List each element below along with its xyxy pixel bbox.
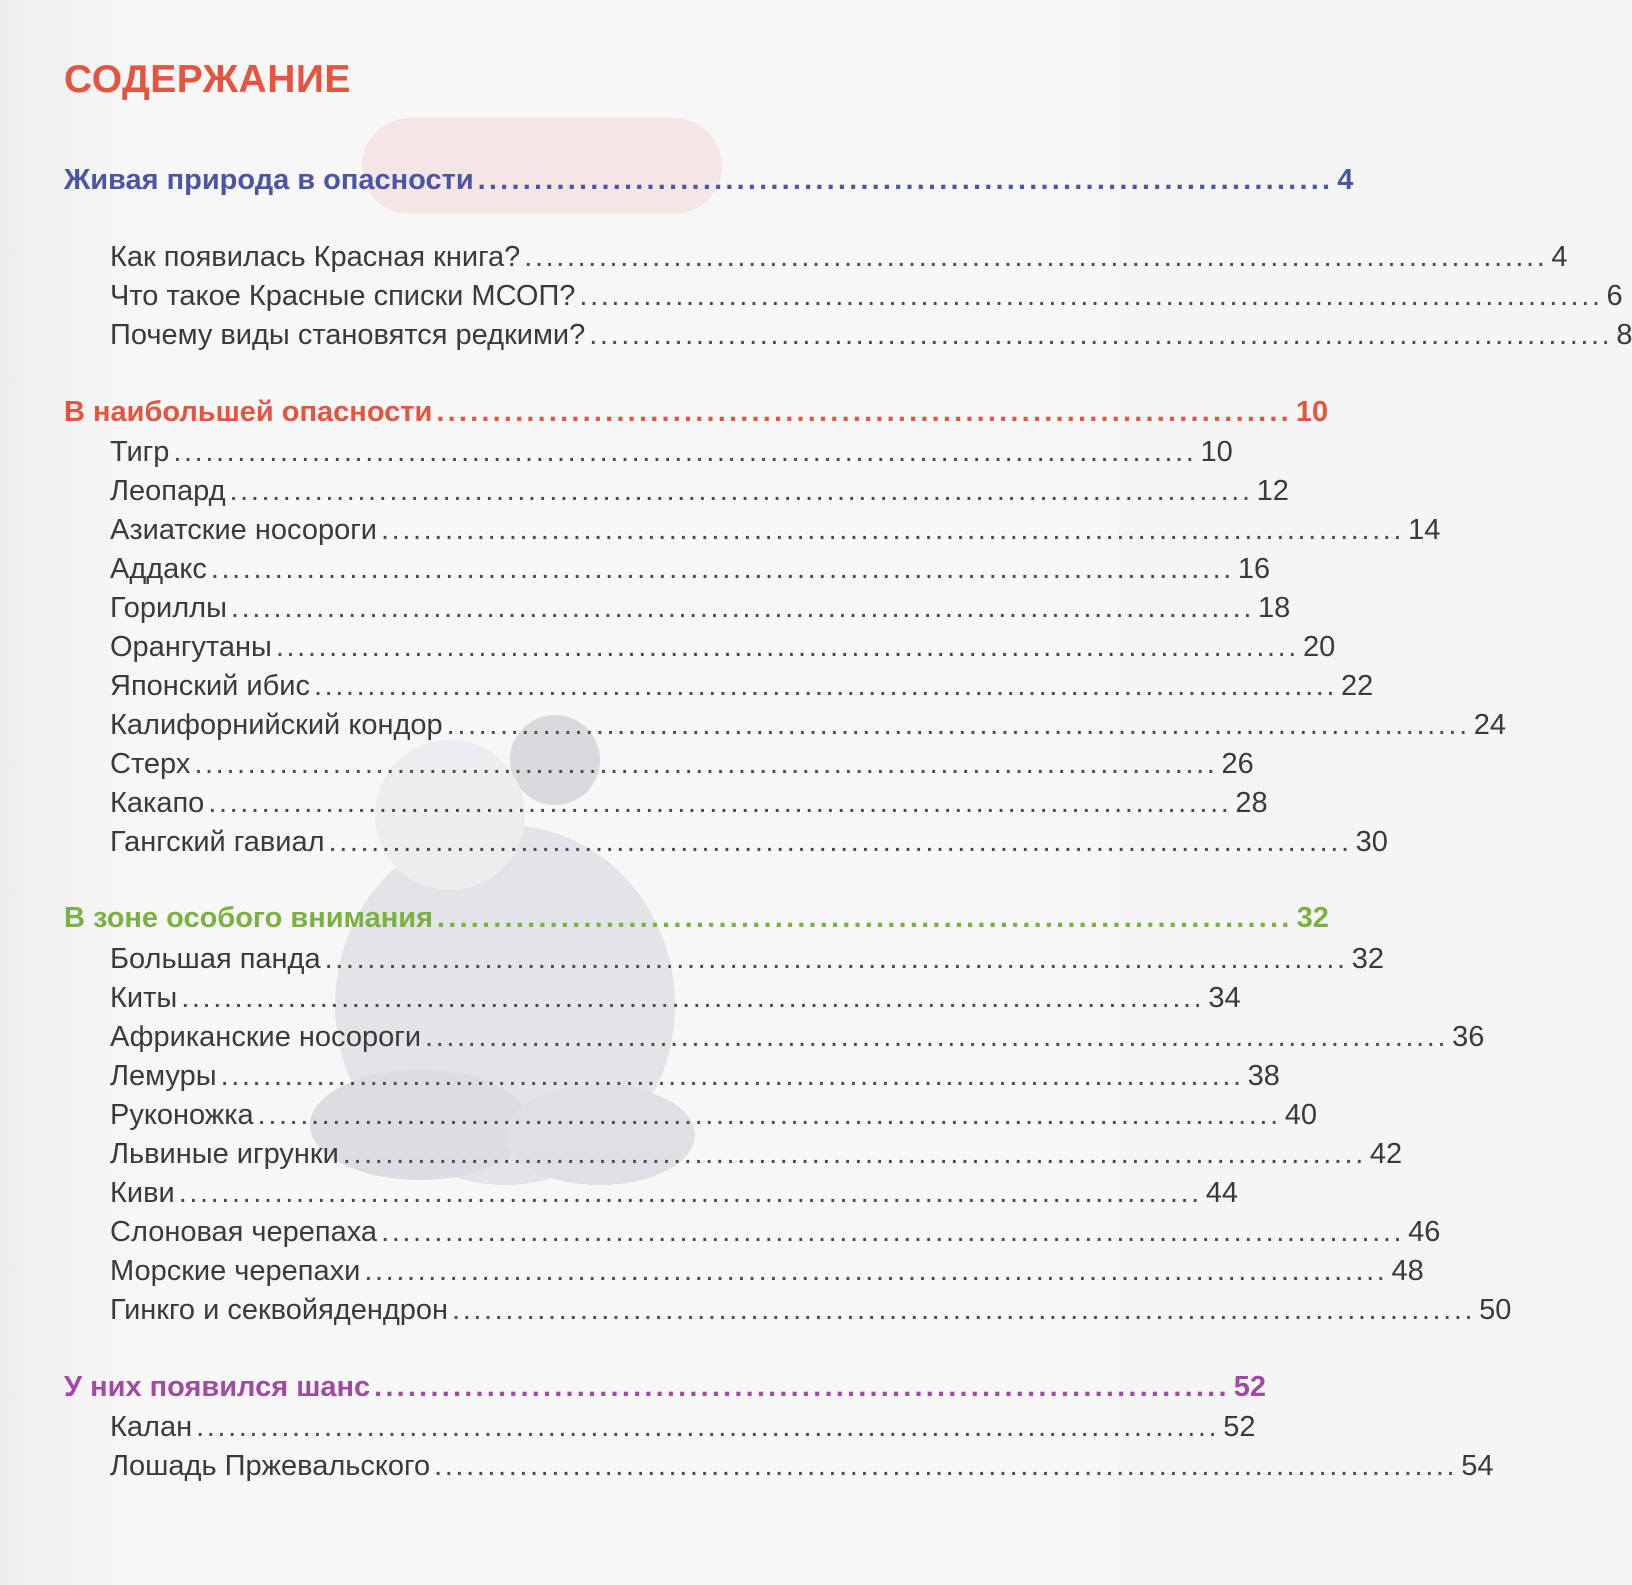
toc-item[interactable] xyxy=(110,1060,1280,1096)
toc-item[interactable] xyxy=(110,436,1233,472)
item-label: Азиатские носороги xyxy=(110,514,377,546)
dot-leader: ................................................................................................ xyxy=(579,280,1603,312)
item-page: 48 xyxy=(1391,1255,1424,1287)
toc-section-2[interactable] xyxy=(64,396,1329,436)
toc-item[interactable] xyxy=(110,982,1241,1018)
item-page: 40 xyxy=(1284,1099,1318,1131)
toc-item[interactable] xyxy=(110,514,1441,550)
item-label: Как появилась Красная книга? xyxy=(110,241,521,273)
item-page: 38 xyxy=(1247,1060,1280,1092)
dot-leader: ................................................................................................ xyxy=(342,1138,1366,1170)
item-page: 22 xyxy=(1341,670,1374,702)
dot-leader: ................................................................................................ xyxy=(230,592,1254,624)
item-page: 32 xyxy=(1351,943,1384,975)
dot-leader: ................................................................................................ xyxy=(524,241,1548,273)
item-page: 20 xyxy=(1302,631,1336,663)
item-page: 30 xyxy=(1355,826,1388,858)
toc-item[interactable] xyxy=(110,826,1388,862)
item-label: Руконожка xyxy=(110,1099,254,1131)
dot-leader: ................................................................................................ xyxy=(181,982,1205,1014)
item-page: 52 xyxy=(1223,1411,1256,1443)
toc-item[interactable] xyxy=(110,787,1268,823)
item-label: Тигр xyxy=(110,436,170,468)
dot-leader: ............................................................................ xyxy=(477,164,1334,196)
toc-item[interactable] xyxy=(110,1216,1441,1252)
item-label: Что такое Красные списки МСОП? xyxy=(110,280,576,312)
toc-item[interactable] xyxy=(110,943,1384,979)
toc-item[interactable] xyxy=(110,670,1374,706)
dot-leader: ................................................................................................ xyxy=(173,436,1197,468)
toc-section-1[interactable] xyxy=(64,164,1354,204)
toc-item[interactable] xyxy=(110,1138,1403,1174)
item-label: Лошадь Пржевальского xyxy=(110,1450,431,1482)
dot-leader: ................................................................................................ xyxy=(275,631,1299,663)
dot-leader: ................................................................................................ xyxy=(328,826,1352,858)
item-page: 18 xyxy=(1258,592,1291,624)
item-page: 4 xyxy=(1551,241,1568,273)
dot-leader: ................................................................................................ xyxy=(364,1255,1388,1287)
item-label: Калан xyxy=(110,1411,193,1443)
item-label: Какапо xyxy=(110,787,205,819)
item-label: Аддакс xyxy=(110,553,207,585)
item-label: Орангутаны xyxy=(110,631,272,663)
item-page: 46 xyxy=(1408,1216,1441,1248)
dot-leader: ................................................................................................ xyxy=(324,943,1348,975)
item-label: Гинкго и секвойядендрон xyxy=(110,1294,449,1326)
dot-leader: ................................................................................................ xyxy=(257,1099,1281,1131)
dot-leader: ................................................................................................ xyxy=(381,1216,1405,1248)
toc-item[interactable] xyxy=(110,592,1291,628)
toc-item[interactable] xyxy=(110,1021,1485,1057)
item-page: 28 xyxy=(1235,787,1268,819)
item-page: 6 xyxy=(1606,280,1623,312)
item-label: Гориллы xyxy=(110,592,227,624)
item-page: 26 xyxy=(1221,748,1254,780)
toc-item[interactable] xyxy=(110,1294,1512,1330)
dot-leader: ................................................................................................ xyxy=(208,787,1232,819)
item-label: Калифорнийский кондор xyxy=(110,709,443,741)
toc-item[interactable] xyxy=(110,241,1568,277)
dot-leader: ............................................................................ xyxy=(436,396,1292,428)
item-page: 16 xyxy=(1237,553,1271,585)
section-page: 4 xyxy=(1337,164,1354,196)
section-title: В зоне особого внимания xyxy=(64,902,434,934)
toc-item[interactable] xyxy=(110,1411,1256,1447)
item-label: Леопард xyxy=(110,475,226,507)
item-label: Киви xyxy=(110,1177,175,1209)
dot-leader: ................................................................................................ xyxy=(194,748,1218,780)
dot-leader: ................................................................................................ xyxy=(220,1060,1244,1092)
item-page: 50 xyxy=(1479,1294,1512,1326)
item-label: Большая панда xyxy=(110,943,321,975)
item-page: 12 xyxy=(1256,475,1289,507)
dot-leader: ................................................................................................ xyxy=(434,1450,1458,1482)
dot-leader: ................................................................................................ xyxy=(446,709,1470,741)
dot-leader: ............................................................................ xyxy=(437,902,1293,934)
item-label: Гангский гавиал xyxy=(110,826,325,858)
toc-item[interactable] xyxy=(110,1177,1239,1213)
dot-leader: ................................................................................................ xyxy=(313,670,1338,702)
item-page: 42 xyxy=(1369,1138,1403,1170)
dot-leader: ................................................................................................ xyxy=(589,319,1613,351)
dot-leader: ................................................................................................ xyxy=(178,1177,1202,1209)
toc-item[interactable] xyxy=(110,1099,1318,1135)
item-page: 24 xyxy=(1473,709,1507,741)
toc-item[interactable] xyxy=(110,1450,1494,1486)
item-label: Львиные игрунки xyxy=(110,1138,339,1170)
item-label: Слоновая черепаха xyxy=(110,1216,378,1248)
toc-item[interactable] xyxy=(110,748,1254,784)
item-label: Стерх xyxy=(110,748,191,780)
item-label: Африканские носороги xyxy=(110,1021,422,1053)
toc-item[interactable] xyxy=(110,631,1336,667)
item-page: 14 xyxy=(1408,514,1441,546)
dot-leader: ................................................................................................ xyxy=(210,553,1234,585)
section-title: В наибольшей опасности xyxy=(64,396,433,428)
toc-section-4[interactable] xyxy=(64,1371,1266,1411)
item-label: Лемуры xyxy=(110,1060,217,1092)
toc-item[interactable] xyxy=(110,553,1271,589)
section-title: Живая природа в опасности xyxy=(64,164,474,196)
section-title: У них появился шанс xyxy=(64,1371,371,1403)
toc-section-3[interactable] xyxy=(64,902,1329,942)
item-page: 34 xyxy=(1208,982,1241,1014)
toc-item[interactable] xyxy=(110,475,1289,511)
dot-leader: ................................................................................................ xyxy=(381,514,1405,546)
dot-leader: ................................................................................................ xyxy=(229,475,1253,507)
toc-item[interactable] xyxy=(110,280,1623,316)
toc-item[interactable] xyxy=(110,709,1507,745)
toc-item[interactable] xyxy=(110,319,1632,355)
item-page: 8 xyxy=(1616,319,1632,351)
item-page: 36 xyxy=(1452,1021,1485,1053)
page-title: СОДЕРЖАНИЕ xyxy=(64,58,351,101)
toc-item[interactable] xyxy=(110,1255,1424,1291)
section-page: 10 xyxy=(1295,396,1329,428)
dot-leader: ................................................................................................ xyxy=(196,1411,1220,1443)
item-label: Почему виды становятся редкими? xyxy=(110,319,586,351)
item-label: Японский ибис xyxy=(110,670,310,702)
section-page: 52 xyxy=(1233,1371,1266,1403)
item-page: 10 xyxy=(1200,436,1233,468)
section-page: 32 xyxy=(1296,902,1329,934)
dot-leader: ................................................................................................ xyxy=(452,1294,1476,1326)
item-page: 54 xyxy=(1461,1450,1494,1482)
dot-leader: ................................................................................................ xyxy=(425,1021,1449,1053)
item-label: Морские черепахи xyxy=(110,1255,361,1287)
dot-leader: ............................................................................ xyxy=(374,1371,1230,1403)
item-label: Киты xyxy=(110,982,178,1014)
item-page: 44 xyxy=(1205,1177,1239,1209)
